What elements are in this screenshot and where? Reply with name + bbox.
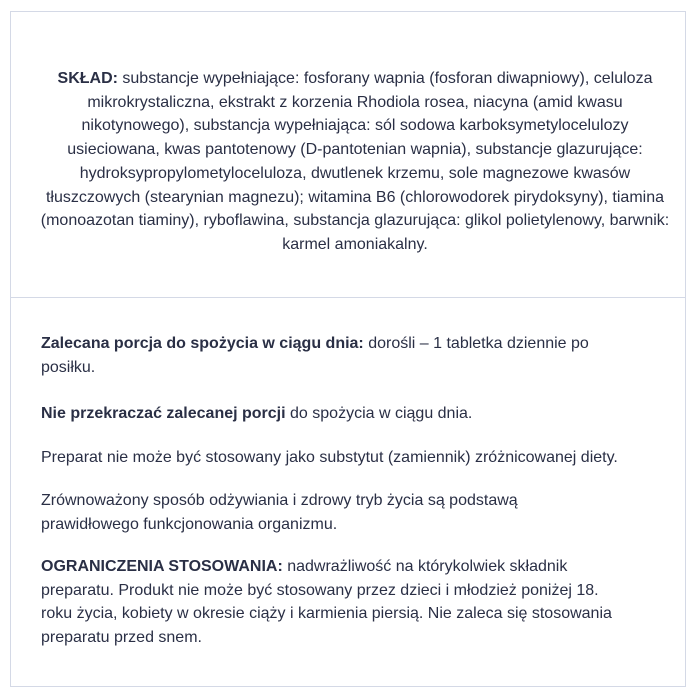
ingredients-paragraph — [39, 67, 671, 257]
leaflet-frame — [10, 11, 686, 687]
restrictions-label: OGRANICZENIA STOSOWANIA: — [41, 558, 283, 575]
dose-label: Zalecana porcja do spożycia w ciągu dnia: — [41, 335, 364, 352]
ingredients-box — [11, 12, 685, 298]
dose-text: dorośli – 1 tabletka dziennie po posiłku. — [41, 335, 589, 376]
restrictions-text: nadwrażliwość na którykolwiek składnik preparatu. Produkt nie może być stosowany przez dzieci i młodzież poniżej 18. roku życia, kobiety w okresie ciąży i karmienia piersią. Nie zaleca się stosowania preparatu przed snem. — [41, 558, 612, 647]
restrictions-paragraph — [41, 555, 616, 650]
do-not-exceed-paragraph — [41, 402, 671, 426]
substitute-paragraph: Preparat nie może być stosowany jako substytut (zamiennik) zróżnicowanej diety. — [41, 449, 618, 466]
ingredients-text: substancje wypełniające: fosforany wapnia (fosforan diwapniowy), celuloza mikrokrystaliczna, ekstrakt z korzenia Rhodiola rosea, niacyna (amid kwasu nikotynowego), substancja wypełniająca: sól sodowa karboksymetylocelulozy usieciowana, kwas pantotenowy (D-pantotenian wapnia), substancje glazurujące: hydroksypropylometyloceluloza, dwutlenek krzemu, sole magnezowe kwasów tłuszczowych (stearynian magnezu); witamina B6 (chlorowodorek pirydoksyny), tiamina (monoazotan tiaminy), ryboflawina, substancja glazurująca: glikol polietylenowy, barwnik: karmel amoniakalny. — [40, 70, 670, 253]
balanced-diet-paragraph: Zrównoważony sposób odżywiania i zdrowy tryb życia są podstawą prawidłowego funkcjonowania organizmu. — [41, 492, 518, 533]
dose-paragraph — [41, 332, 601, 379]
do-not-exceed-label: Nie przekraczać zalecanej porcji — [41, 405, 286, 422]
do-not-exceed-text: do spożycia w ciągu dnia. — [285, 405, 473, 422]
ingredients-label: SKŁAD: — [57, 70, 118, 87]
